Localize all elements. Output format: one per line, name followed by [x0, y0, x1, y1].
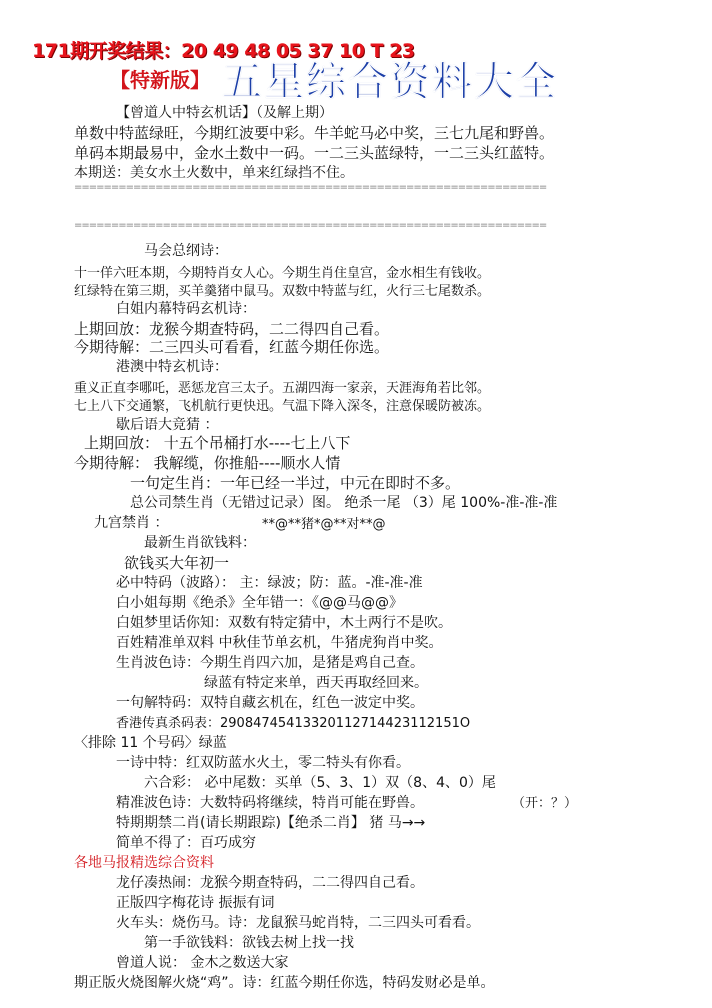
text-line: 龙仔凑热闹：龙猴今期查特码，二二得四自己看。 [116, 875, 424, 891]
text-line: 今期待解： 我解缆，你推船----顺水人情 [74, 454, 341, 472]
text-line: 期正版火烧图解火烧“鸡”。诗：红蓝今期任你选，特码发财必是单。 [74, 975, 495, 991]
text-line: 曾道人说： 金木之数送大家 [116, 955, 289, 971]
text-line: 重义正直李哪吒，恶惩龙宫三太子。五湖四海一家亲，天涯海角若比邻。 [74, 381, 491, 396]
text-line: 特期期禁二肖(请长期跟踪)【绝杀二肖】 猪 马→→ [116, 815, 426, 831]
text-line: 白小姐每期《绝杀》全年错一：《@@马@@》 [116, 595, 403, 611]
section-heading: 【曾道人中特玄机话】（及解上期） [116, 105, 333, 121]
lottery-result-headline: 171期开奖结果：20 49 48 05 37 10 T 23 [32, 40, 415, 62]
text-line: 上期回放： 十五个吊桶打水----七上八下 [84, 434, 351, 452]
text-line: 六合彩： 必中尾数：买单（5、3、1）双（8、4、0）尾 [144, 775, 496, 791]
text-line: 必中特码（波路）： 主：绿波；防：蓝。-准-准-准 [116, 575, 423, 591]
section-heading: 各地马报精选综合资料 [74, 855, 214, 871]
text-line: 火车头：烧伤马。诗：龙鼠猴马蛇肖特，二三四头可看看。 [116, 915, 480, 931]
edition-badge: 【特新版】 [110, 68, 210, 92]
text-line: 七上八下交通繁，飞机航行更快迅。气温下降入深冬，注意保暖防被冻。 [74, 399, 491, 414]
text-line: 一诗中特：红双防蓝水火土，零二特头有你看。 [116, 755, 410, 771]
text-line: 一句定生肖：一年已经一半过，中元在即时不多。 [130, 474, 461, 492]
separator: ================================================================ [74, 220, 547, 231]
text-line: 单数中特蓝绿旺，今期红波要中彩。牛羊蛇马必中奖，三七九尾和野兽。 [74, 124, 555, 142]
text-line: **@**猪*@**对**@ [262, 517, 386, 532]
section-heading: 马会总纲诗： [144, 243, 228, 259]
section-heading: 白姐内幕特码玄机诗： [116, 301, 256, 317]
text-line: 香港传真杀码表：29084745413320112714423112151O [116, 716, 471, 731]
text-line: 百姓精准单双料 中秋佳节单玄机，牛猪虎狗肖中奖。 [116, 635, 443, 651]
text-line: 一句解特码：双特自藏玄机在，红色一波定中奖。 [116, 695, 424, 711]
text-line: 十一佯六旺本期，今期特肖女人心。今期生肖住皇宫，金水相生有钱收。 [74, 266, 491, 281]
text-line: 生肖波色诗：今期生肖四六加，是猪是鸡自己查。 [116, 655, 424, 671]
page-title: 五星综合资料大全 [222, 59, 558, 105]
text-line: 九宫禁肖 ： [94, 515, 169, 531]
text-line: 总公司禁生肖（无错过记录）图。 绝杀一尾 （3）尾 100%-准-准-准 [130, 495, 558, 511]
section-heading: 歇后语大竞猜 ： [116, 417, 219, 433]
text-line: 简单不得了：百巧成穷 [116, 835, 256, 851]
text-line: 今期待解：二三四头可看看，红蓝今期任你选。 [74, 338, 390, 356]
text-line: 第一手欲钱料：欲钱去树上找一找 [144, 935, 354, 951]
section-heading: 最新生肖欲钱料： [144, 535, 256, 551]
text-line: 红绿特在第三期，买羊羹猪中鼠马。双数中特蓝与红，火行三七尾数杀。 [74, 284, 491, 299]
text-line: 上期回放：龙猴今期查特码，二二得四自己看。 [74, 320, 390, 338]
text-line: 单码本期最易中，金水土数中一码。一二三头蓝绿特，一二三头红蓝特。 [74, 144, 555, 162]
text-line: 本期送：美女水土火数中，单来红绿挡不住。 [74, 165, 354, 181]
separator: ================================================================ [74, 182, 547, 193]
text-line: 〈排除 11 个号码〉绿蓝 [74, 735, 227, 751]
text-line: （开：？） [512, 796, 578, 811]
text-line: 欲钱买大年初一 [124, 554, 230, 572]
text-line: 白姐梦里话你知：双数有特定猜中，木土两行不是吹。 [116, 615, 452, 631]
text-line: 精准波色诗：大数特码将继续，特肖可能在野兽。 [116, 795, 424, 811]
section-heading: 港澳中特玄机诗： [116, 359, 228, 375]
text-line: 绿蓝有特定来单，西天再取经回来。 [204, 675, 428, 691]
text-line: 正版四字梅花诗 振振有词 [116, 895, 275, 911]
